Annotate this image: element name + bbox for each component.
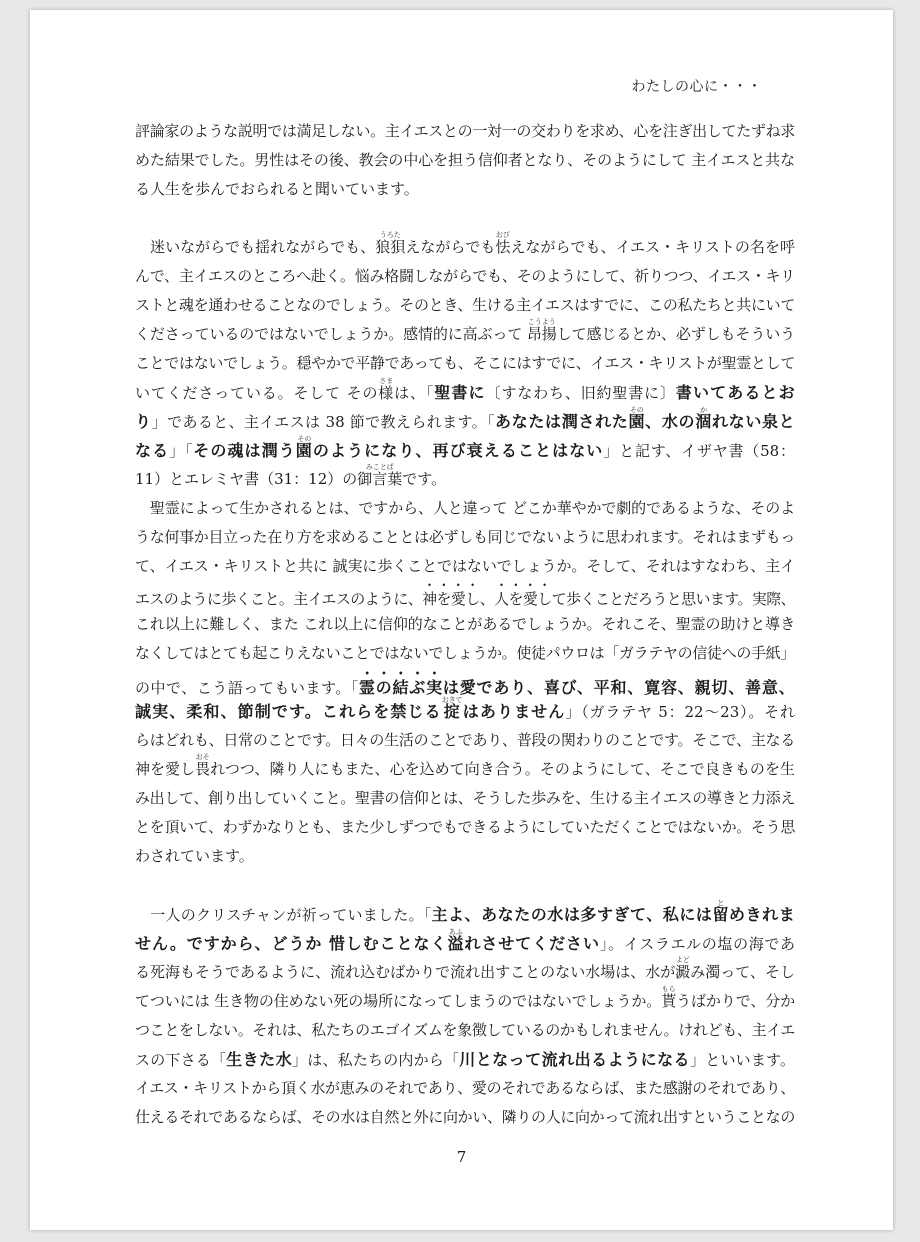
text-line (135, 958, 795, 987)
ruby-annotation (675, 956, 691, 981)
ruby-base: 昂揚 (526, 325, 557, 343)
text-line (135, 146, 795, 175)
ruby-base: 御言葉 (357, 470, 403, 488)
text-run: て、イエス・キリストと共に 誠実に歩くことではないでしょうか。そして、それはすなわち、主イ (135, 557, 795, 575)
text-run: 」と記す、イザヤ書（58： (603, 442, 795, 460)
text-run: です。 (402, 470, 447, 488)
ruby-base: 園 (295, 441, 313, 460)
text-run: 一人のクリスチャンが祈っていました。「 (135, 906, 432, 924)
text-line (135, 320, 795, 349)
text-run: 」といいます。 (690, 1051, 795, 1069)
ruby-annotation (661, 985, 677, 1010)
quoted-text: 主よ、あなたの水は多すぎて、私には (431, 905, 713, 924)
text-run: スの下さる「 (135, 1051, 227, 1069)
text-run: の中で、こう語ってもいます。「 (135, 679, 359, 697)
text-run: とを頂いて、わずかなりとも、また少しずつでもできるようにしていただくことではないか。そう思 (135, 818, 795, 836)
ruby-annotation (495, 231, 511, 256)
ruby-text: その (629, 406, 644, 414)
quoted-text: 書いてあるとお (675, 383, 795, 402)
ruby-text: おきて (441, 696, 463, 704)
text-run: なくしてはとても起こりえないことではないでしょうか。使徒パウロは「ガラテヤの信徒への手紙」 (135, 644, 795, 662)
ruby-text: もら (661, 985, 676, 993)
text-line (135, 523, 795, 552)
text-run: 仕えるそれであるならば、その水は自然と外に向かい、隣りの人に向かって流れ出すということなの (135, 1108, 795, 1126)
text-line (135, 610, 795, 639)
paragraph (135, 117, 795, 204)
quoted-text: あなたは潤された (494, 412, 629, 431)
quoted-text: れない泉と (711, 412, 796, 431)
text-line (135, 726, 795, 755)
ruby-annotation (295, 435, 313, 460)
page (30, 10, 893, 1230)
body-text (135, 117, 795, 1132)
text-run: 」「 (169, 442, 194, 460)
text-run: ストと魂を通わせることなのでしょう。そのとき、生ける主イエスはすでに、この私たちと共にいて (135, 296, 795, 314)
text-run: うばかりで、分か (676, 992, 796, 1010)
ruby-base: 園 (628, 412, 646, 431)
text-line (135, 697, 795, 726)
text-line (135, 465, 795, 494)
text-line (135, 378, 795, 407)
ruby-text: おび (495, 231, 510, 239)
quoted-text: その魂は潤う (193, 441, 296, 460)
ruby-annotation (447, 928, 465, 953)
ruby-text: みことば (365, 463, 394, 471)
ruby-base: 掟 (443, 702, 461, 721)
text-line (135, 639, 795, 668)
text-line (135, 842, 795, 871)
text-line (135, 117, 795, 146)
quoted-text: 川となって流れ出るようになる (459, 1050, 691, 1069)
text-line (135, 291, 795, 320)
ruby-annotation (526, 318, 557, 343)
quoted-text: せん。ですから、どうか 惜しむことなく (135, 934, 448, 953)
ruby-text: おそ (195, 753, 210, 761)
ruby-text: さま (379, 377, 394, 385)
quoted-text: は愛であり、喜び、平和、寛容、親切、善意、 (442, 678, 795, 697)
ruby-annotation (695, 406, 712, 431)
ruby-text: その (297, 435, 312, 443)
quoted-text: 生きた水 (226, 1050, 293, 1069)
ruby-base: 澱 (675, 963, 691, 981)
emphasized-quoted-text: 霊の結ぶ実 (358, 678, 443, 697)
ruby-base: 様 (378, 384, 395, 402)
text-line (135, 1045, 795, 1074)
text-run: いてくださっている。そして その (135, 384, 379, 402)
quoted-text: のようになり、再び衰えることはない (312, 441, 604, 460)
text-run: んで、主イエスのところへ赴く。悩み格闘しながらでも、そのようにして、祈りつつ、イエス・キリ (135, 267, 795, 285)
text-line (135, 784, 795, 813)
text-run: 評論家のような説明では満足しない。主イエスとの一対一の交わりを求め、心を注ぎ出してたずね求 (135, 122, 795, 140)
ruby-base: 留 (712, 905, 730, 924)
ruby-base: 涸 (695, 412, 712, 431)
text-line (135, 900, 795, 929)
text-run: めた結果でした。男性はその後、教会の中心を担う信仰者となり、そのようにして 主イエスと共な (135, 151, 795, 169)
ruby-annotation (375, 231, 406, 256)
ruby-base: 溢 (447, 934, 465, 953)
text-run: 」は、私たちの内から「 (292, 1051, 460, 1069)
text-run: 」（ガラテヤ 5：22～23）。それ (565, 703, 795, 721)
ruby-base: 畏 (195, 760, 211, 778)
ruby-text: か (700, 406, 708, 414)
quoted-text: はありません (462, 702, 566, 721)
quoted-text: なる (135, 441, 170, 460)
ruby-annotation (195, 753, 211, 778)
text-run: 11）とエレミヤ書（31：12）の (135, 470, 358, 488)
text-line (135, 436, 795, 465)
text-line (135, 175, 795, 204)
ruby-text: あふ (448, 928, 463, 936)
text-run: 迷いながらでも揺れながらでも、 (135, 238, 376, 256)
text-run: み出して、創り出していくこと。聖書の信仰とは、そうした歩みを、生ける主イエスの導きと力添え (135, 789, 795, 807)
text-run: 」であると、主イエスは 38 節で教えられます。「 (151, 413, 495, 431)
text-run: み濁って、そし (690, 963, 796, 981)
text-run: えながらでも、イエス・キリストの名を呼 (510, 238, 795, 256)
emphasized-text: 人を愛し (494, 590, 552, 608)
text-run: る人生を歩んでおられると聞いています。 (135, 180, 419, 198)
text-line (135, 755, 795, 784)
text-run: くださっているのではないでしょうか。感情的に高ぶって (135, 325, 527, 343)
quoted-text: めきれま (729, 905, 795, 924)
text-run: うな何事か目立った在り方を求めることとは必ずしも同じでないように思われます。それはまずもっ (135, 528, 795, 546)
text-run: る死海もそうであるように、流れ込むばかりで流れ出すことのない水場は、水が (135, 963, 676, 981)
text-run: わされています。 (135, 847, 254, 865)
ruby-text: うろた (379, 231, 401, 239)
ruby-annotation (357, 463, 403, 488)
ruby-annotation (628, 406, 646, 431)
text-line (135, 1016, 795, 1045)
text-line (135, 813, 795, 842)
quoted-text: 聖書に (434, 383, 486, 402)
paragraph (135, 494, 795, 871)
text-run: は、「 (394, 384, 435, 402)
text-run: てついには 生き物の住めない死の場所になってしまうのではないでしょうか。 (135, 992, 662, 1010)
text-line (135, 1074, 795, 1103)
text-line (135, 407, 795, 436)
quoted-text: り (135, 412, 152, 431)
text-run: エスのように歩くこと。主イエスのように、 (135, 590, 423, 608)
text-run: これ以上に難しく、また これ以上に信仰的なことがあるでしょうか。それこそ、聖霊の助けと導き (135, 615, 795, 633)
paragraph (135, 233, 795, 494)
text-line (135, 987, 795, 1016)
quoted-text: 誠実、柔和、節制です。これらを禁じる (135, 702, 442, 721)
ruby-text: よど (675, 956, 690, 964)
ruby-text: と (717, 899, 725, 907)
text-line (135, 233, 795, 262)
text-run: して感じるとか、必ずしもそういう (556, 325, 795, 343)
quoted-text: れさせてください (464, 934, 600, 953)
text-line (135, 494, 795, 523)
ruby-base: 貰 (661, 992, 677, 1010)
ruby-annotation (441, 696, 463, 721)
paragraph (135, 900, 795, 1132)
text-line (135, 929, 795, 958)
quoted-text: 、水の (645, 412, 696, 431)
text-run: つことをしない。それは、私たちのエゴイズムを象徴しているのかもしれません。けれども、主イエ (135, 1021, 795, 1039)
text-run: 聖霊によって生かされるとは、ですから、人と違って どこか華やかで劇的であるような、そのよ (135, 499, 795, 517)
text-line (135, 668, 795, 697)
text-line (135, 552, 795, 581)
text-run: 〔すなわち、旧約聖書に〕 (485, 384, 676, 402)
running-header: わたしの心に・・・ (631, 79, 762, 95)
ruby-text: こうよう (527, 318, 556, 326)
text-run: 」。イスラエルの塩の海であ (599, 935, 795, 953)
text-run: らはどれも、日常のことです。日々の生活のことであり、普段の関わりのことです。そこで、主なる (135, 731, 795, 749)
text-run: ことではないでしょう。穏やかで平静であっても、そこにはすでに、イエス・キリストが聖霊として (135, 354, 795, 372)
emphasized-text: 神を愛し (422, 590, 480, 608)
page-number: 7 (456, 1148, 467, 1166)
text-line (135, 349, 795, 378)
text-run: れつつ、隣り人にもまた、心を込めて向き合う。そのようにして、そこで良きものを生 (210, 760, 795, 778)
text-line (135, 1103, 795, 1132)
text-run: て歩くことだろうと思います。実際、 (551, 590, 796, 608)
text-run: えながらでも (405, 238, 496, 256)
text-run: 、 (479, 590, 495, 608)
text-line (135, 262, 795, 291)
ruby-base: 狼狽 (375, 238, 406, 256)
text-line (135, 581, 795, 610)
text-run: イエス・キリストから頂く水が恵みのそれであり、愛のそれであるならば、また感謝のそれであり、 (135, 1079, 795, 1097)
ruby-annotation (712, 899, 730, 924)
ruby-annotation (378, 377, 395, 402)
ruby-base: 怯 (495, 238, 511, 256)
text-run: 神を愛し (135, 760, 196, 778)
